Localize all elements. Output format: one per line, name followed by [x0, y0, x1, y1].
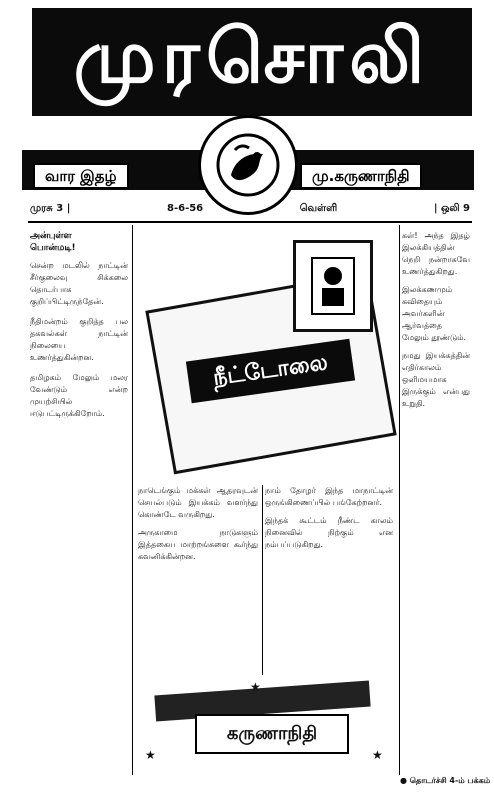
illustration-banner: நீட்டோலை: [186, 339, 355, 404]
left-paragraph-3: தமிழகம் மேலும் மலர வேண்டும் என்ற முயற்சியில் ஈடுபட்டிருக்கிறோம்.: [30, 373, 128, 418]
star-icon: ★: [145, 748, 156, 762]
right-paragraph-2: இலக்கணமும் கவிதையும் அவர்களின் ஆர்வத்தை மேலும் தூண்டும்.: [402, 285, 467, 342]
signature-text: கருணாநிதி: [195, 714, 349, 754]
mid-right-paragraph-2: இந்தக் கூட்டம் நீண்ட காலம் நினைவில் நிற்கும் என நம்பப்படுகிறது.: [265, 516, 393, 549]
letter-greeting: அன்புள்ள பொன்மடி!: [30, 231, 76, 253]
drummer-bull-emblem-icon: [198, 115, 298, 215]
continued-note: ● தொடர்ச்சி 4-ம் பக்கம்: [400, 776, 491, 785]
star-icon: ★: [250, 680, 261, 694]
issue-label: முரசு 3 |: [30, 203, 71, 214]
right-paragraph-3: நமது இயக்கத்தின் எதிர்காலம் ஒளிமயமாக இருக்கும் என்பது உறுதி.: [402, 351, 470, 408]
left-col-rule: [132, 225, 133, 775]
mid-right-paragraph-1: நாம் தோழர் இந்த மாநாட்டின் ஒருங்கிணைப்பில் பங்கேற்றனர்.: [265, 486, 393, 507]
right-column-article: [402, 230, 470, 770]
mid-col-rule: [262, 485, 263, 675]
left-column-article: [30, 230, 128, 770]
number-label: | ஒலி 9: [433, 203, 470, 214]
portrait-stamp-icon: [293, 240, 373, 332]
masthead: [0, 0, 494, 200]
editor-tag: மு.கருணாநிதி: [300, 163, 422, 189]
mid-left-paragraph-2: அருகாமை நாடுகளும் இத்தகைய மாற்றங்களை கூர்ந்து கவனிக்கின்றன.: [138, 528, 258, 561]
signature-block: [155, 680, 370, 760]
date-label: 8-6-56: [167, 203, 204, 214]
star-icon: ★: [372, 748, 383, 762]
weekly-edition-tag: வார இதழ்: [33, 163, 129, 189]
dateline-row: [30, 203, 470, 221]
newspaper-title: முரசொலி: [32, 8, 472, 116]
left-paragraph-2: நீதிமன்றம் குறித்த பல தகவல்கள் நாட்டின் நிலையை உணர்த்துகின்றன.: [30, 317, 128, 362]
mid-left-paragraph-1: நாடெங்கும் மக்கள் ஆதரவுடன் செயல்படும் இயக்கம் வளர்ந்து கொண்டே வருகிறது.: [138, 486, 258, 519]
right-col-rule: [399, 225, 400, 775]
day-label: வெள்ளி: [299, 203, 338, 214]
left-paragraph-1: சென்ற மடலில் நாட்டின் சீர்குலைவு சிக்கலை தொடர்பாக குறிப்பிட்டிருந்தேன்.: [30, 261, 128, 306]
top-rule: [28, 221, 472, 223]
right-paragraph-1: கள்! அந்த இதழ் இலக்கியத்தின் நெறி நன்றாகவே உணர்த்துகிறது.: [402, 231, 470, 276]
center-illustration: [138, 230, 398, 480]
